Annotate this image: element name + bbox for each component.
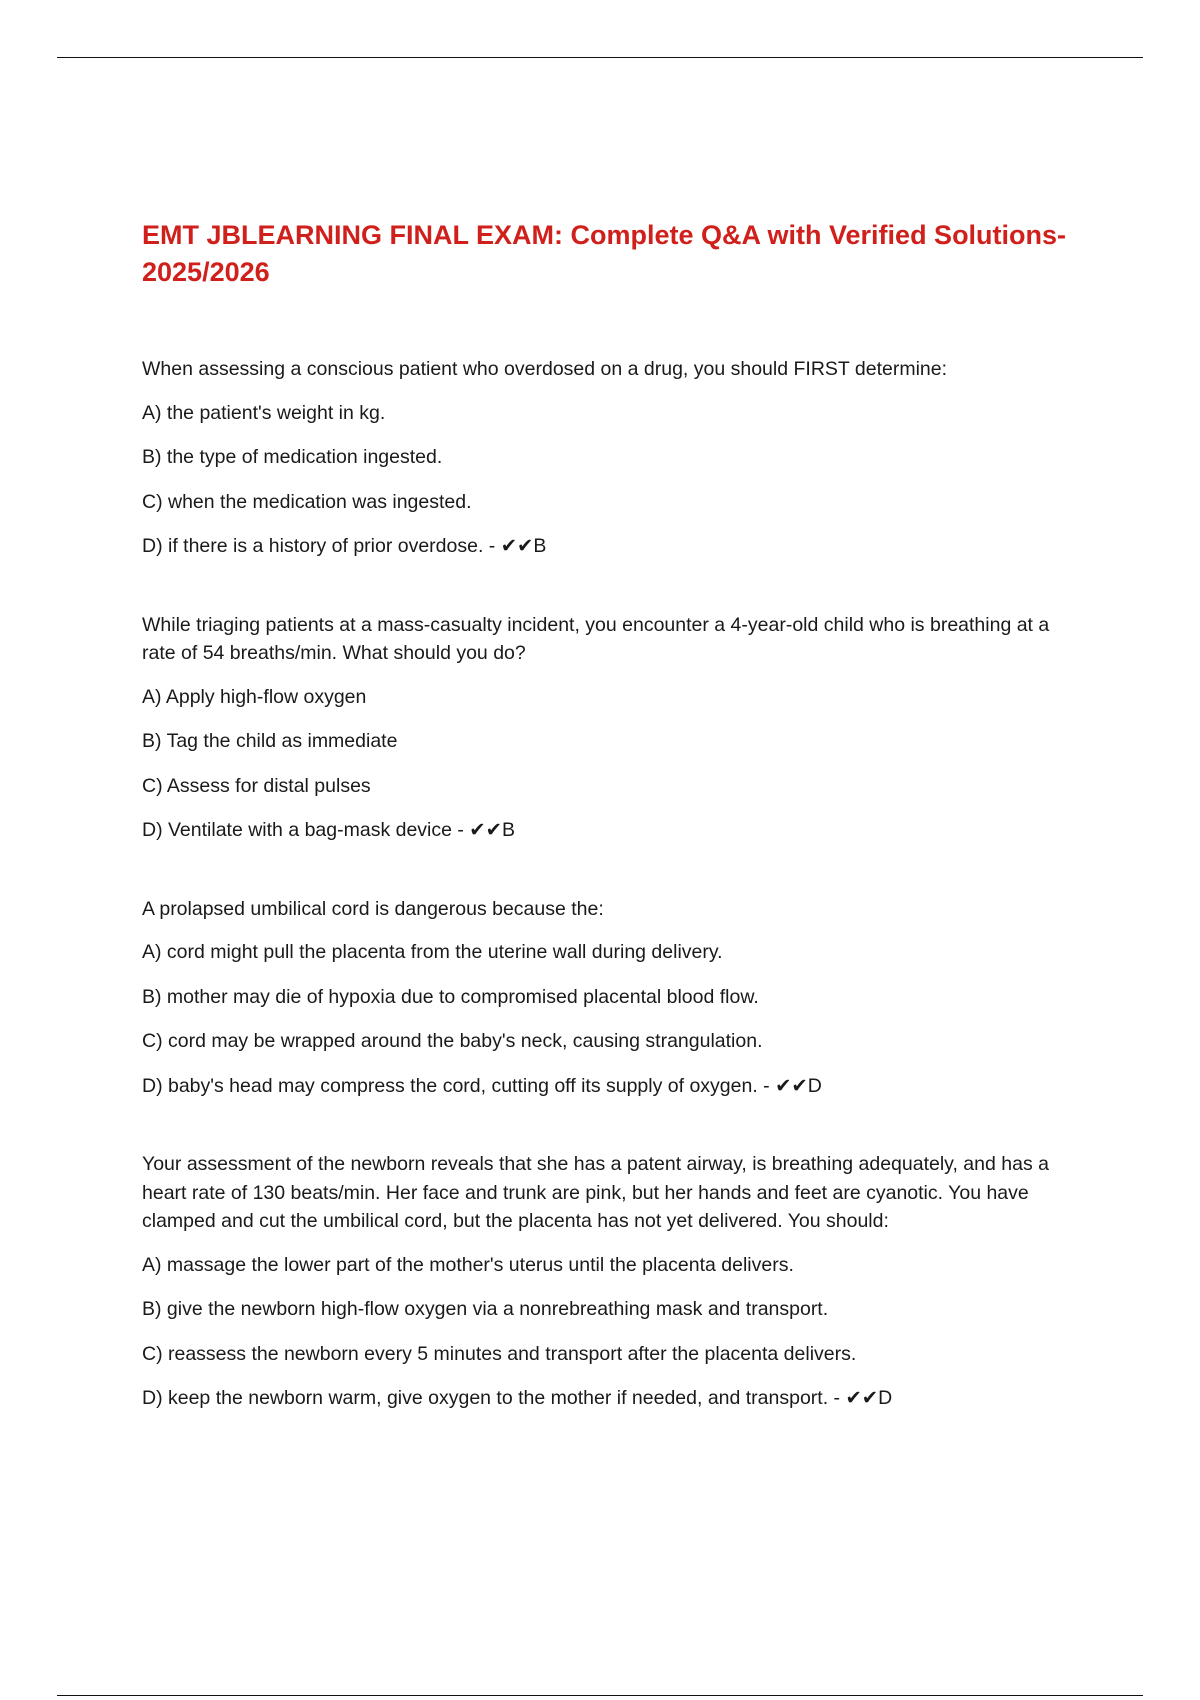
answer-option-c: C) when the medication was ingested.: [142, 490, 472, 513]
answer-option-a: A) the patient's weight in kg.: [142, 401, 386, 424]
header-rule: [57, 57, 1143, 58]
question-block: [142, 895, 1072, 1101]
question-text: A prolapsed umbilical cord is dangerous because the:: [142, 897, 604, 920]
answer-option-c: C) Assess for distal pulses: [142, 774, 371, 797]
question-block: [142, 355, 1072, 561]
answer-option-c: C) cord may be wrapped around the baby's neck, causing strangulation.: [142, 1030, 763, 1052]
footer-rule: [57, 1695, 1143, 1696]
answer-option-a: A) cord might pull the placenta from the uterine wall during delivery.: [142, 941, 723, 963]
answer-option-b: B) mother may die of hypoxia due to compromised placental blood flow.: [142, 985, 759, 1008]
answer-option-b: B) give the newborn high-flow oxygen via a nonrebreathing mask and transport.: [142, 1298, 829, 1320]
question-text: When assessing a conscious patient who overdosed on a drug, you should FIRST determine:: [142, 358, 948, 380]
answer-option-b: B) Tag the child as immediate: [142, 730, 398, 752]
question-text: Your assessment of the newborn reveals that she has a patent airway, is breathing adequately, and has a heart rate of 130 beats/min. Her face and trunk are pink, but her hands and feet are cyanotic. You have clamped and cut the umbilical cord, but the placenta has not yet delivered. You should:: [142, 1153, 1049, 1232]
answer-option-d-with-key: D) baby's head may compress the cord, cutting off its supply of oxygen. - ✔✔D: [142, 1074, 822, 1097]
answer-option-c: C) reassess the newborn every 5 minutes and transport after the placenta delivers.: [142, 1342, 857, 1365]
answer-option-a: A) Apply high-flow oxygen: [142, 685, 367, 708]
question-block: [142, 1150, 1072, 1413]
answer-option-b: B) the type of medication ingested.: [142, 446, 443, 468]
answer-option-d-with-key: D) if there is a history of prior overdose. - ✔✔B: [142, 535, 547, 557]
question-text: While triaging patients at a mass-casualty incident, you encounter a 4-year-old child who is breathing at a rate of 54 breaths/min. What should you do?: [142, 613, 1050, 664]
document-title: EMT JBLEARNING FINAL EXAM: Complete Q&A with Verified Solutions-2025/2026: [142, 220, 1067, 287]
question-block: [142, 611, 1072, 845]
answer-option-d-with-key: D) keep the newborn warm, give oxygen to the mother if needed, and transport. - ✔✔D: [142, 1387, 893, 1409]
answer-option-a: A) massage the lower part of the mother's uterus until the placenta delivers.: [142, 1253, 794, 1276]
document-body: [142, 217, 1072, 1429]
answer-option-d-with-key: D) Ventilate with a bag-mask device - ✔✔B: [142, 819, 515, 841]
